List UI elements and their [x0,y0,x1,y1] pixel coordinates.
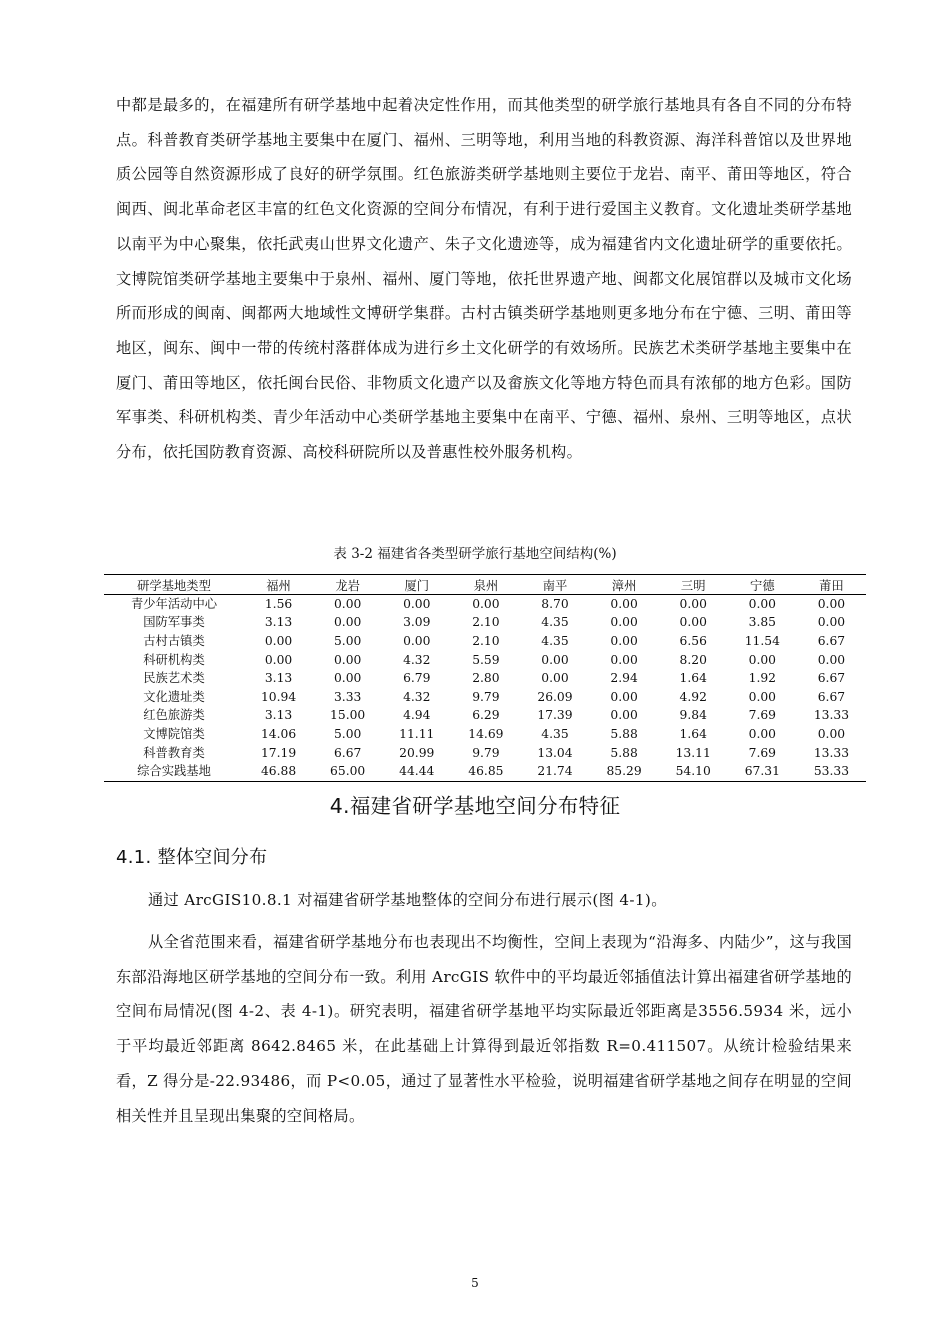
value-cell: 5.88 [610,726,638,741]
value-cell: 10.94 [260,689,297,704]
value-cell: 44.44 [382,762,451,781]
value-cell: 0.00 [679,615,707,630]
value-cell: 4.94 [403,708,431,723]
value-cell: 0.00 [403,596,431,611]
value-cell: 17.19 [260,745,297,760]
value-cell: 15.00 [330,708,366,723]
column-header-type: 研学基地类型 [104,575,244,595]
value-cell: 17.39 [537,708,573,723]
row-label-cell: 国防军事类 [143,615,205,630]
table-row [104,669,866,688]
value-cell: 65.00 [313,762,382,781]
value-cell: 0.00 [610,596,638,611]
value-cell: 0.00 [748,596,777,611]
value-cell: 6.56 [679,633,707,648]
value-cell: 9.79 [472,745,500,760]
value-cell: 8.20 [679,652,707,667]
value-cell: 0.00 [748,652,777,667]
table-header-row [104,575,866,595]
value-cell: 0.00 [748,726,777,741]
table-row [104,762,866,781]
value-cell: 13.04 [537,745,573,760]
value-cell: 0.00 [403,633,431,648]
value-cell: 1.92 [748,671,777,686]
value-cell: 13.11 [675,745,711,760]
value-cell: 11.11 [399,726,435,741]
value-cell: 0.00 [610,708,638,723]
paragraph-arcgis-intro: 通过 ArcGIS10.8.1 对福建省研学基地整体的空间分布进行展示(图 4-1)。 [148,891,667,909]
value-cell: 3.13 [264,615,293,630]
column-header-city: 宁德 [728,575,797,595]
value-cell: 85.29 [590,762,659,781]
column-header-city: 漳州 [590,575,659,595]
value-cell: 0.00 [264,633,293,648]
value-cell: 3.09 [403,615,431,630]
table-body [104,595,866,782]
column-header-city: 莆田 [797,575,866,595]
row-label-cell: 文博院馆类 [143,726,205,741]
value-cell: 11.54 [744,633,780,648]
value-cell: 7.69 [748,708,777,723]
value-cell: 46.85 [451,762,520,781]
value-cell: 67.31 [728,762,797,781]
value-cell: 6.67 [817,633,846,648]
value-cell: 0.00 [472,596,500,611]
value-cell: 0.00 [817,652,846,667]
value-cell: 0.00 [679,596,707,611]
row-label-cell: 红色旅游类 [143,708,205,723]
value-cell: 6.79 [403,671,431,686]
value-cell: 0.00 [541,671,569,686]
value-cell: 0.00 [610,652,638,667]
row-label-cell: 古村古镇类 [143,633,205,648]
value-cell: 13.33 [813,745,850,760]
value-cell: 0.00 [333,671,362,686]
value-cell: 0.00 [333,596,362,611]
value-cell: 0.00 [333,615,362,630]
column-header-city: 福州 [244,575,313,595]
value-cell: 0.00 [817,615,846,630]
value-cell: 6.67 [333,745,362,760]
value-cell: 0.00 [610,689,638,704]
value-cell: 3.13 [264,671,293,686]
row-label-cell: 科普教育类 [143,745,205,760]
value-cell: 0.00 [610,615,638,630]
value-cell: 0.00 [333,652,362,667]
column-header-city: 南平 [520,575,589,595]
table-row [104,707,866,726]
value-cell: 5.59 [472,652,500,667]
value-cell: 14.06 [260,726,297,741]
value-cell: 5.00 [333,633,362,648]
value-cell: 6.67 [817,689,846,704]
value-cell: 9.79 [472,689,500,704]
value-cell: 14.69 [468,726,504,741]
value-cell: 2.94 [610,671,638,686]
column-header-city: 厦门 [382,575,451,595]
value-cell: 53.33 [797,762,866,781]
table-caption: 表 3-2 福建省各类型研学旅行基地空间结构(%) [333,546,617,562]
value-cell: 0.00 [817,726,846,741]
column-header-city: 泉州 [451,575,520,595]
column-header-city: 龙岩 [313,575,382,595]
paragraph-spatial-types: 中都是最多的，在福建所有研学基地中起着决定性作用，而其他类型的研学旅行基地具有各自不同的分布特点。科普教育类研学基地主要集中在厦门、福州、三明等地，利用当地的科教资源、海洋科普馆以及世界地质公园等自然资源形成了良好的研学氛围。红色旅游类研学基地则主要位于龙岩、南平、莆田等地区，符合闽西、闽北革命老区丰富的红色文化资源的空间分布情况，有利于进行爱国主义教育。文化遗址类研学基地以南平为中心聚集，依托武夷山世界文化遗产、朱子文化遗迹等，成为福建省内文化遗址研学的重要依托。文博院馆类研学基地主要集中于泉州、福州、厦门等地，依托世界遗产地、闽都文化展馆群以及城市文化场所而形成的闽南、闽都两大地域性文博研学集群。古村古镇类研学基地则更多地分布在宁德、三明、莆田等地区，闽东、闽中一带的传统村落群体成为进行乡土文化研学的有效场所。民族艺术类研学基地主要集中在厦门、莆田等地区，依托闽台民俗、非物质文化遗产以及畲族文化等地方特色而具有浓郁的地方色彩。国防军事类、科研机构类、青少年活动中心类研学基地主要集中在南平、宁德、福州、泉州、三明等地区，点状分布，依托国防教育资源、高校科研院所以及普惠性校外服务机构。 [116,96,852,462]
value-cell: 0.00 [817,596,846,611]
page-number: 5 [471,1276,479,1290]
table-row [104,595,866,614]
value-cell: 0.00 [264,652,293,667]
spatial-structure-table [104,574,866,782]
value-cell: 21.74 [520,762,589,781]
value-cell: 7.69 [748,745,777,760]
value-cell: 0.00 [610,633,638,648]
table-row [104,744,866,763]
value-cell: 1.56 [264,596,293,611]
value-cell: 6.67 [817,671,846,686]
value-cell: 9.84 [679,708,707,723]
value-cell: 5.00 [333,726,362,741]
subsection-title: 4.1. 整体空间分布 [116,847,268,868]
value-cell: 46.88 [244,762,313,781]
value-cell: 26.09 [537,689,573,704]
value-cell: 8.70 [541,596,569,611]
value-cell: 5.88 [610,745,638,760]
column-header-city: 三明 [659,575,728,595]
table-row [104,651,866,670]
row-label-cell: 民族艺术类 [143,671,205,686]
section-title: 4.福建省研学基地空间分布特征 [329,794,621,818]
value-cell: 4.35 [541,615,569,630]
value-cell: 2.10 [472,633,500,648]
value-cell: 54.10 [659,762,728,781]
value-cell: 6.29 [472,708,500,723]
table-row [104,688,866,707]
value-cell: 3.13 [264,708,293,723]
value-cell: 3.85 [748,615,777,630]
value-cell: 1.64 [679,726,707,741]
value-cell: 4.35 [541,726,569,741]
value-cell: 0.00 [748,689,777,704]
value-cell: 3.33 [333,689,362,704]
row-label-cell: 综合实践基地 [104,762,244,781]
paragraph-nearest-neighbor: 从全省范围来看，福建省研学基地分布也表现出不均衡性，空间上表现为“沿海多、内陆少”，这与我国东部沿海地区研学基地的空间分布一致。利用 ArcGIS 软件中的平均最近邻插值法计算出福建省研学基地的空间布局情况(图 4-2、表 4-1)。研究表明，福建省研学基地平均实际最近邻距离是3556.5934 米，远小于平均最近邻距离 8642.8465 米，在此基础上计算得到最近邻指数 R=0.411507。从统计检验结果来看，Z 得分是-22.93486，而 P<0.05，通过了显著性水平检验，说明福建省研学基地之间存在明显的空间相关性并且呈现出集聚的空间格局。 [116,933,852,1125]
table-row [104,725,866,744]
table-row [104,632,866,651]
row-label-cell: 文化遗址类 [143,689,205,704]
value-cell: 4.92 [679,689,707,704]
value-cell: 4.35 [541,633,569,648]
value-cell: 4.32 [403,652,431,667]
value-cell: 13.33 [813,708,850,723]
table-row [104,614,866,633]
value-cell: 2.10 [472,615,500,630]
row-label-cell: 科研机构类 [143,652,205,667]
value-cell: 4.32 [403,689,431,704]
row-label-cell: 青少年活动中心 [130,596,218,611]
value-cell: 1.64 [679,671,707,686]
value-cell: 0.00 [541,652,569,667]
value-cell: 2.80 [472,671,500,686]
value-cell: 20.99 [399,745,435,760]
